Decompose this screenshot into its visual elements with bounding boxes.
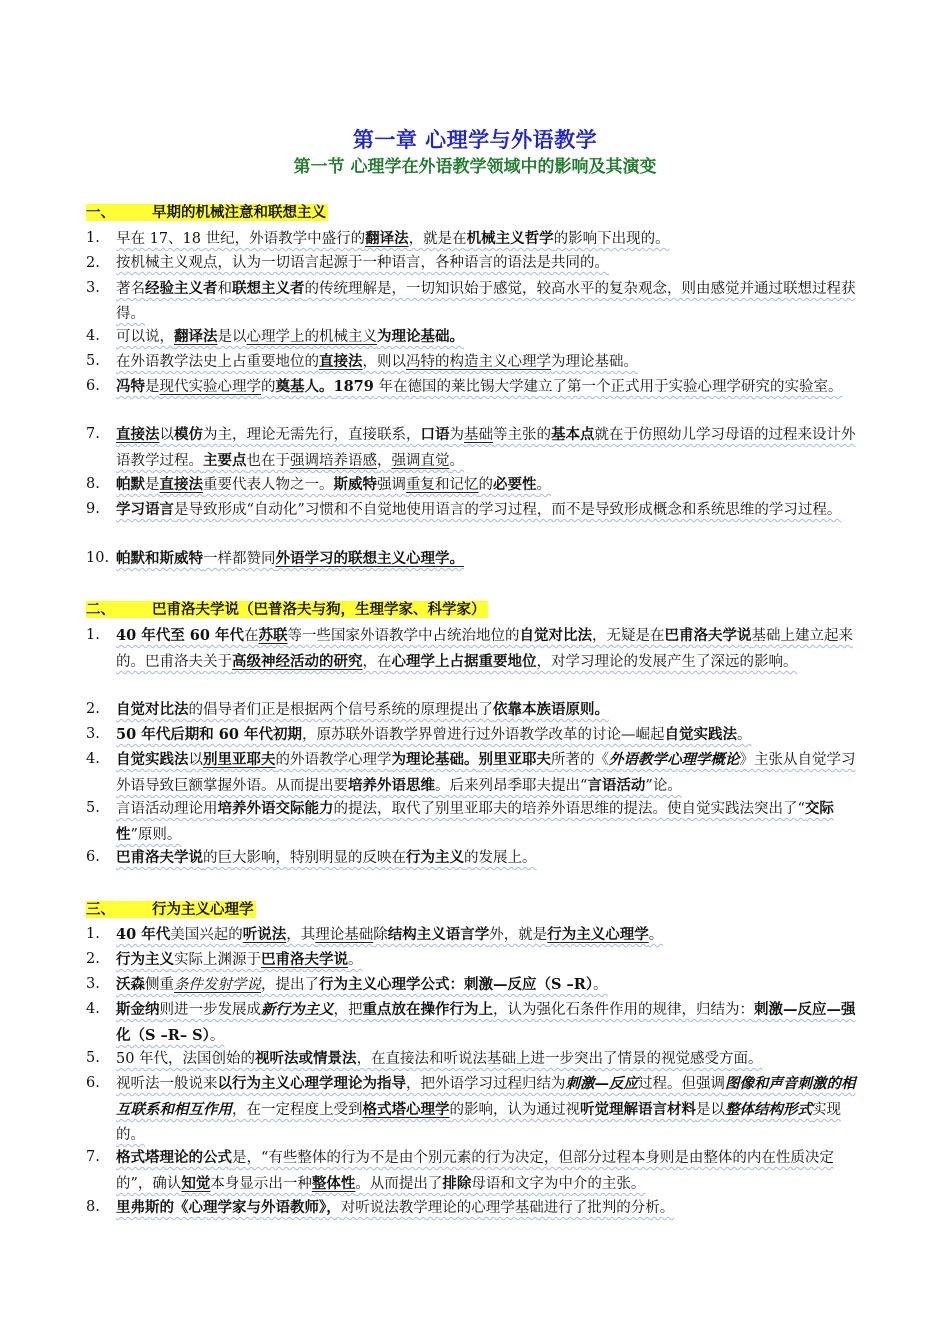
list-item [86, 697, 868, 723]
text-run: ，就是在 [408, 231, 467, 247]
list-item-text [116, 1071, 868, 1148]
list-item [86, 497, 868, 523]
text-run: 主要点 [203, 452, 247, 469]
text-run: 外语教学心理学概论 [609, 751, 740, 768]
text-run: 强调培养语感 [290, 453, 377, 469]
text-run: 视听法一般说来 [116, 1076, 218, 1092]
text-run: 理论基础 [315, 927, 374, 943]
text-run: 必要性 [493, 476, 537, 493]
list-item-number: 3. [86, 976, 100, 992]
list-item-number: 6. [86, 1075, 100, 1091]
text-run: 基本点 [551, 426, 595, 443]
text-run: 可以说， [116, 329, 174, 345]
text-run: 里弗斯的《心理学家与外语教师》， [116, 1199, 341, 1216]
text-run: 50 年代后期和 60 年代初期 [116, 726, 302, 743]
text-run: 巴甫洛夫学说 [664, 627, 752, 644]
text-run: 基础上建立起来的。巴甫洛夫关于 [116, 628, 854, 670]
list-item-number: 6. [86, 849, 100, 865]
text-run: 巴甫洛夫学说 [261, 951, 348, 968]
text-run: 在外语教学法史上占重要地位的 [116, 354, 319, 370]
text-run: 斯金纳 [116, 1001, 160, 1018]
text-run: 的提法，取代了别里亚耶夫的培养外语思维的提法。使自觉实践法突出了“ [333, 801, 805, 817]
text-run: ，在一定程度上受到 [232, 1102, 363, 1118]
list-item [86, 251, 868, 276]
list-item-text [116, 422, 868, 474]
text-run: 本身显示出一种 [210, 1176, 312, 1192]
list-item [86, 796, 868, 848]
list-item [86, 997, 868, 1049]
text-run: 按机械主义观点，认为一切语言起源于一种语言，各种语言的语法是共同的。 [116, 255, 609, 271]
list-item-number: 3. [86, 280, 100, 296]
text-run: 》主张从自觉学习外语导致巨额掌握外语。从而提出要 [116, 752, 856, 794]
text-run: 培养外语交际能力 [217, 800, 334, 817]
list-item-text [116, 349, 868, 375]
text-run: 为理论基础。 [377, 328, 464, 345]
text-run: 以 [188, 752, 203, 768]
text-run: 外语学习的联想主义心理学。 [275, 550, 464, 567]
text-run: ，其 [286, 927, 316, 943]
section-number: 一、 [86, 204, 115, 221]
text-run: 图像和声音刺激的相互联系和相互作用 [116, 1075, 856, 1118]
list-item [86, 623, 868, 675]
text-run: 是导致形成“自动化”习惯和不自觉地使用语言的学习过程，而不是导致形成概念和系统思维的学习过程。 [174, 502, 842, 518]
list-item-text [116, 546, 868, 572]
list-item-number: 2. [86, 255, 100, 271]
text-run: ，则以 [362, 354, 406, 370]
text-run: 模仿 [174, 426, 203, 443]
list-item [86, 324, 868, 350]
text-run: 结构主义语言学 [387, 926, 490, 943]
list-item [86, 422, 868, 474]
list-item-number: 8. [86, 1199, 100, 1215]
list-item-text [116, 1046, 868, 1072]
text-run: 言语活动 [587, 777, 646, 794]
text-run: 直接法 [319, 353, 363, 370]
text-run: 听说法 [242, 926, 287, 943]
text-run: 。 [593, 977, 608, 993]
list-item-number: 10. [86, 550, 110, 566]
list-item-text [116, 276, 868, 327]
section-heading-text: 巴甫洛夫学说（巴普洛夫与狗，生理学家、科学家） [152, 601, 486, 618]
text-run: 机械主义哲学 [466, 230, 554, 247]
text-run: 沃森 [116, 976, 145, 993]
list-item [86, 1071, 868, 1148]
text-run: 年在德国的莱比锡大学建立了第一个正式用于实验心理学研究的实验室。 [373, 379, 843, 395]
section-number: 二、 [86, 601, 115, 618]
section-number: 三、 [86, 901, 115, 918]
section-heading-3 [86, 900, 256, 920]
list-item-number: 9. [86, 501, 100, 517]
text-run: 自觉实践法 [116, 751, 189, 768]
list-item-text [116, 1145, 868, 1197]
list-item-text [116, 226, 868, 252]
text-run: 的传统理解是，一切知识始于感觉，较高水平的复杂观念，则由感觉并通过联想过程获得。 [116, 281, 856, 322]
text-run: 为理论基础。 [551, 354, 638, 370]
text-run: 的影响下出现的。 [553, 231, 670, 247]
text-run: 整体结构形式 [725, 1101, 812, 1118]
list-item [86, 374, 868, 400]
text-run: 联想主义者 [232, 280, 305, 297]
list-item-number: 5. [86, 800, 100, 816]
list-item-text [116, 1195, 868, 1221]
text-run: 是，“有些整体的行为不是由个别元素的行为决定，但部分过程本身则是由整体的内在性质决定的”，确认 [116, 1150, 834, 1192]
list-item-number: 6. [86, 378, 100, 394]
text-run: 巴甫洛夫学说 [116, 849, 203, 866]
text-run: 为理论基础。 [391, 751, 479, 768]
list-item [86, 472, 868, 498]
text-run: 行为主义 [116, 951, 174, 968]
text-run: 。 [536, 477, 551, 493]
text-run: 自觉对比法 [116, 701, 189, 718]
list-item [86, 845, 868, 871]
text-run: 是 [145, 379, 160, 395]
text-run: 重要代表人物之一。 [203, 477, 334, 493]
text-run: 除 [373, 927, 388, 943]
list-item-number: 7. [86, 426, 100, 442]
text-run: 等一些国家外语教学中占统治地位的 [287, 628, 520, 644]
text-run: 苏联 [258, 627, 288, 644]
text-run: 。 [348, 952, 363, 968]
list-item-number: 5. [86, 1050, 100, 1066]
text-run: 经验主义者 [145, 280, 218, 297]
chapter-title: 第一章 心理学与外语教学 [352, 128, 598, 152]
list-item-number: 2. [86, 951, 100, 967]
list-item [86, 546, 868, 572]
list-item-number: 4. [86, 1001, 100, 1017]
section-heading-text: 行为主义心理学 [152, 901, 254, 918]
text-run: 。 [737, 727, 752, 743]
text-run: 以 [159, 427, 174, 443]
list-item-text [116, 251, 868, 276]
text-run: 培养外语思维 [348, 777, 435, 794]
list-item-number: 1. [86, 627, 100, 643]
list-item-text [116, 796, 868, 848]
text-run: 过程。但强调 [638, 1076, 725, 1092]
list-item [86, 972, 868, 998]
text-run: 重点放在操作行为上 [362, 1001, 493, 1018]
text-run: 。 [648, 927, 664, 943]
text-run: 就在于仿照幼儿学习母语的过程来设计外语教学过程。 [116, 427, 856, 469]
text-run: 。 [449, 453, 464, 469]
text-run: ， [377, 453, 392, 469]
text-run: 基础 [464, 427, 493, 443]
list-item-text [116, 472, 868, 498]
text-run: 高级神经活动的研究 [232, 653, 363, 670]
text-run: 等主张的 [493, 427, 551, 443]
text-run: 格式塔理论的公式 [116, 1149, 232, 1166]
section-heading-2 [86, 600, 488, 620]
list-item-text [116, 374, 868, 400]
text-run: 是 [145, 477, 160, 493]
list-item-text [116, 324, 868, 350]
text-run: 。从而提出了 [355, 1176, 443, 1192]
list-item-text [116, 972, 868, 998]
text-run: 早在 17、18 世纪，外语教学中盛行的 [116, 231, 366, 247]
section-heading-1 [86, 203, 328, 223]
text-run: 视听法或情景法 [255, 1050, 357, 1067]
text-run: 斯威特 [333, 476, 377, 493]
text-run: 美国兴起的 [170, 927, 243, 943]
text-run: ，认为强化石条件作用的规律，归结为： [493, 1002, 754, 1018]
text-run: 的外语教学心理学 [275, 752, 392, 768]
text-run: 。 [209, 1028, 225, 1044]
section-heading-text: 早期的机械注意和联想主义 [152, 204, 326, 221]
text-run: 心理学上占据重要地位 [391, 653, 537, 670]
text-run: 是以 [696, 1102, 725, 1118]
text-run: 强调 [377, 477, 406, 493]
text-run: 40 年代 [116, 926, 171, 943]
text-run: 心理学上的机械主义 [246, 329, 377, 345]
list-item [86, 226, 868, 252]
list-item-text [116, 697, 868, 723]
text-run: 行为主义心理学 [547, 926, 649, 943]
text-run: ，把外语学习过程归结为 [406, 1076, 566, 1092]
text-run: 外，就是 [489, 927, 548, 943]
text-run: 在 [244, 628, 259, 644]
list-item-number: 3. [86, 726, 100, 742]
text-run: 听觉理解语言材料 [580, 1101, 696, 1118]
text-run: ，无疑是在 [592, 628, 665, 644]
text-run: 别里亚耶夫 [203, 751, 276, 768]
text-run: 和 [217, 281, 232, 297]
text-run: 所著的《 [551, 752, 609, 768]
text-run: 冯特 [116, 378, 145, 395]
text-run: 直接法 [159, 476, 203, 493]
text-run: 自觉实践法 [664, 726, 737, 743]
text-run: 著名 [116, 281, 145, 297]
list-item-number: 7. [86, 1149, 100, 1165]
text-run: ”论。 [645, 778, 682, 794]
text-run: 依靠本族语原则。 [493, 701, 609, 718]
list-item [86, 276, 868, 327]
text-run: ，提出了 [261, 977, 319, 993]
section-subtitle: 第一节 心理学在外语教学领域中的影响及其演变 [293, 157, 657, 177]
text-run: 则进一步发展成 [159, 1002, 261, 1018]
text-run: 交际性 [116, 800, 834, 843]
text-run: ”原则。 [130, 827, 182, 843]
text-run: 的倡导者们正是根据两个信号系统的原理提出了 [188, 702, 493, 718]
text-run: 行为主义心理学公式：刺激—反应（S –R） [319, 976, 594, 993]
text-run: 以行为主义心理学理论为指导 [217, 1075, 406, 1092]
list-item-text [116, 497, 868, 523]
text-run: 知觉 [181, 1175, 211, 1192]
text-run: 冯特的构造主义心理学 [406, 354, 551, 370]
list-item-number: 4. [86, 751, 100, 767]
text-run: ，把 [333, 1002, 363, 1018]
text-run: 帕默和斯威特 [116, 550, 203, 567]
text-run: ，对学习理论的发展产生了深远的影响。 [536, 654, 798, 670]
text-run: 自觉对比法 [519, 627, 593, 644]
text-run: 排除 [442, 1175, 472, 1192]
text-run: 强调直觉 [391, 453, 450, 469]
list-item-number: 5. [86, 353, 100, 369]
text-run: 刺激—反应—强化（S –R– S） [116, 1001, 856, 1044]
text-run: 刺激—反应 [565, 1075, 638, 1092]
text-run: 为 [449, 427, 464, 443]
text-run: 40 年代至 60 年代 [116, 627, 245, 644]
text-run: 侧重 [145, 977, 174, 993]
text-run: 行为主义 [406, 849, 464, 866]
text-run: 言语活动理论用 [116, 801, 218, 817]
text-run: 口语 [420, 426, 450, 443]
text-run: 一样都赞同 [203, 551, 276, 567]
text-run: 新行为主义 [261, 1001, 334, 1018]
text-run: 实际上渊源于 [174, 952, 261, 968]
text-run: ，在 [362, 654, 392, 670]
list-item-text [116, 922, 868, 948]
text-run: 1879 [333, 378, 374, 395]
text-run: ，原苏联外语教学界曾进行过外语教学改革的讨论—崛起 [302, 727, 665, 743]
list-item-number: 8. [86, 476, 100, 492]
list-item-number: 2. [86, 701, 100, 717]
text-run: 条件发射学说 [174, 977, 261, 993]
text-run: 直接法 [116, 426, 160, 443]
text-run: 的巨大影响，特别明显的反映在 [203, 850, 406, 866]
text-run: ，在直接法和听说法基础上进一步突出了情景的视觉感受方面。 [356, 1051, 763, 1067]
list-item-text [116, 722, 868, 748]
list-item-text [116, 623, 868, 675]
text-run: 帕默 [116, 476, 145, 493]
text-run: 的发展上。 [464, 850, 537, 866]
list-item-number: 4. [86, 328, 100, 344]
text-run: 母语和文字为中介的主张。 [471, 1176, 646, 1192]
text-run: 实现的。 [116, 1102, 841, 1143]
list-item-text [116, 947, 868, 973]
text-run: 为主，理论无需先行，直接联系， [203, 427, 421, 443]
list-item-text [116, 845, 868, 871]
text-run: 奠基人。 [275, 378, 334, 395]
text-run: 学习语言 [116, 501, 174, 518]
text-run: 翻译法 [365, 230, 409, 247]
text-run: 。后来列昂季耶夫提出“ [435, 778, 588, 794]
text-run: 的 [261, 379, 276, 395]
text-run: 的 [478, 477, 493, 493]
text-run: 格式塔心理学 [362, 1101, 450, 1118]
list-item [86, 1046, 868, 1072]
list-item-text [116, 747, 868, 799]
text-run: 翻译法 [174, 328, 218, 345]
text-run: 整体性 [311, 1175, 356, 1192]
text-run: 别里亚耶夫 [478, 751, 551, 768]
list-item [86, 747, 868, 799]
list-item [86, 1195, 868, 1221]
list-item [86, 947, 868, 973]
list-item [86, 722, 868, 748]
text-run: 对听说法教学理论的心理学基础进行了批判的分析。 [340, 1200, 675, 1216]
text-run: 现代实验心理学 [159, 379, 261, 395]
text-run: 是以 [217, 329, 247, 345]
text-run: 50 年代，法国创始的 [116, 1051, 256, 1067]
text-run: 重复和记忆 [406, 477, 479, 493]
list-item-number: 1. [86, 230, 100, 246]
text-run: 的影响，认为通过视 [449, 1102, 580, 1118]
list-item-number: 1. [86, 926, 100, 942]
list-item [86, 922, 868, 948]
text-run: 也在于 [246, 453, 290, 469]
list-item [86, 349, 868, 375]
list-item-text [116, 997, 868, 1049]
list-item [86, 1145, 868, 1197]
